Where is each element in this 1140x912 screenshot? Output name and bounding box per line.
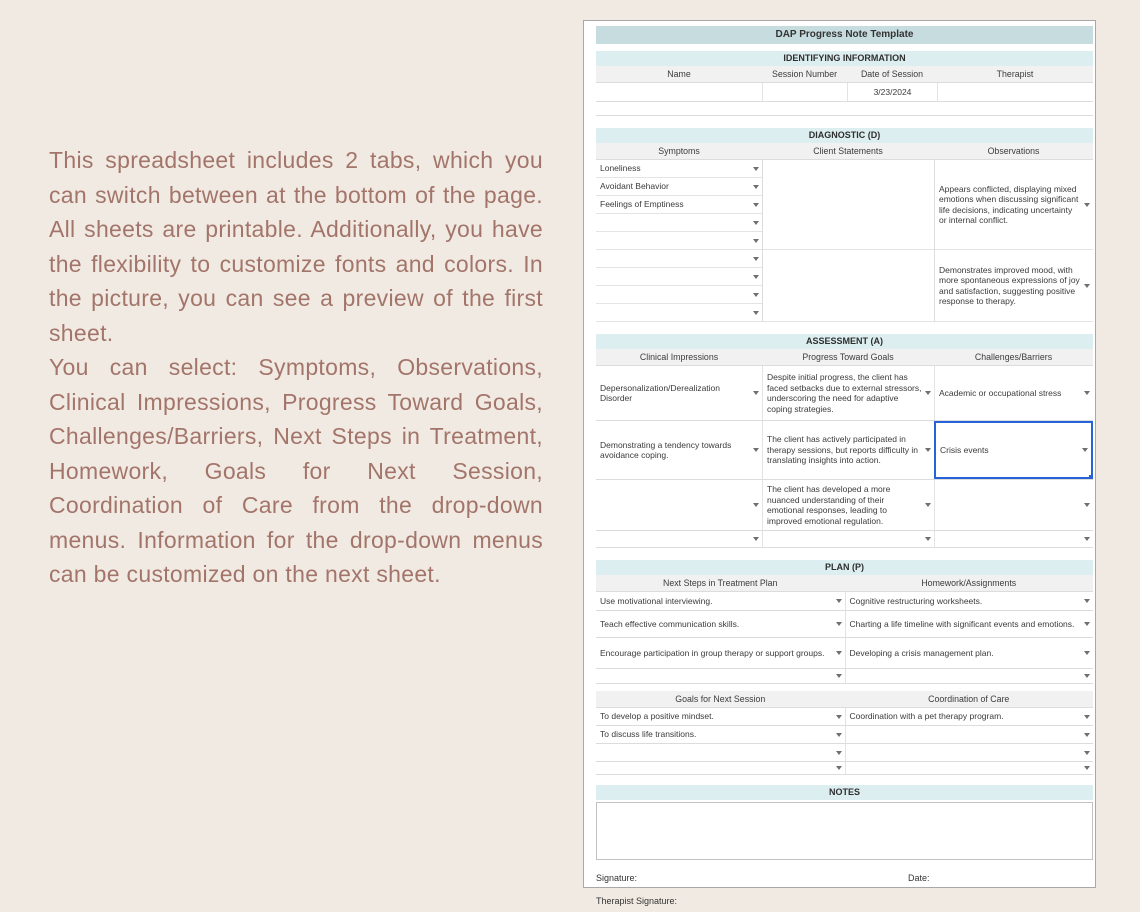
dropdown-arrow-icon[interactable]	[753, 185, 759, 189]
dropdown-arrow-icon[interactable]	[753, 448, 759, 452]
date-label: Date:	[908, 873, 930, 883]
dropdown-arrow-icon[interactable]	[836, 651, 842, 655]
dropdown-arrow-icon[interactable]	[1084, 751, 1090, 755]
dropdown-arrow-icon[interactable]	[925, 503, 931, 507]
assessment-row	[596, 531, 1093, 548]
coordination-cell[interactable]	[845, 744, 1094, 761]
col-header-next-steps: Next Steps in Treatment Plan	[663, 578, 778, 588]
dropdown-arrow-icon[interactable]	[1084, 733, 1090, 737]
dropdown-arrow-icon[interactable]	[1084, 766, 1090, 770]
next-step-cell[interactable]	[596, 669, 845, 683]
sheet-title: DAP Progress Note Template	[596, 26, 1093, 44]
diagnostic-column-headers	[596, 143, 1093, 160]
symptom-cell[interactable]	[596, 214, 762, 232]
coordination-cell[interactable]: Coordination with a pet therapy program.	[845, 708, 1094, 725]
dropdown-arrow-icon[interactable]	[836, 733, 842, 737]
plan-row	[596, 744, 1093, 762]
dropdown-arrow-icon[interactable]	[753, 275, 759, 279]
dropdown-arrow-icon[interactable]	[1084, 674, 1090, 678]
symptom-cell[interactable]	[596, 268, 762, 286]
description-paragraph-1: This spreadsheet includes 2 tabs, which you can switch between at the bottom of the page. All sheets are printable. Additionally, you have the flexibility to customize fonts and colors. In the picture, you can see a preview of the first sheet.	[49, 147, 543, 346]
dropdown-arrow-icon[interactable]	[753, 257, 759, 261]
progress-cell[interactable]: The client has developed a more nuanced understanding of their emotional responses, leading to improved emotional regulation.	[762, 480, 934, 530]
client-statement-cell[interactable]	[763, 250, 934, 322]
dropdown-arrow-icon[interactable]	[753, 293, 759, 297]
client-statement-cell[interactable]	[763, 160, 934, 250]
dropdown-arrow-icon[interactable]	[1084, 203, 1090, 207]
challenges-cell[interactable]: Academic or occupational stress	[934, 366, 1093, 420]
therapist-cell[interactable]	[937, 83, 1093, 101]
dropdown-arrow-icon[interactable]	[925, 537, 931, 541]
symptom-cell[interactable]: Avoidant Behavior	[596, 178, 762, 196]
dropdown-arrow-icon[interactable]	[1084, 651, 1090, 655]
dropdown-arrow-icon[interactable]	[753, 503, 759, 507]
progress-cell[interactable]	[762, 531, 934, 547]
homework-cell[interactable]: Charting a life timeline with significant events and emotions.	[845, 611, 1094, 637]
diagnostic-body	[596, 160, 1093, 322]
next-step-cell[interactable]: Encourage participation in group therapy or support groups.	[596, 638, 845, 668]
dropdown-arrow-icon[interactable]	[925, 448, 931, 452]
dropdown-arrow-icon[interactable]	[836, 599, 842, 603]
col-header-symptoms: Symptoms	[658, 146, 700, 156]
signature-row	[596, 870, 1093, 886]
dropdown-arrow-icon[interactable]	[836, 715, 842, 719]
plan-row	[596, 708, 1093, 726]
plan-column-headers-bottom	[596, 691, 1093, 708]
col-header-progress-toward-goals: Progress Toward Goals	[802, 352, 894, 362]
dropdown-arrow-icon[interactable]	[836, 766, 842, 770]
symptom-cell[interactable]	[596, 232, 762, 250]
dropdown-arrow-icon[interactable]	[1084, 715, 1090, 719]
dropdown-arrow-icon[interactable]	[1084, 503, 1090, 507]
diagnostic-section-header: DIAGNOSTIC (D)	[596, 128, 1093, 143]
col-header-coordination-of-care: Coordination of Care	[928, 694, 1010, 704]
col-header-date-of-session: Date of Session	[860, 69, 924, 79]
goal-cell[interactable]	[596, 762, 845, 774]
selection-handle[interactable]	[1088, 474, 1093, 479]
col-header-clinical-impressions: Clinical Impressions	[639, 352, 719, 362]
notes-section-header: NOTES	[596, 785, 1093, 800]
col-header-observations: Observations	[987, 146, 1040, 156]
plan-row	[596, 638, 1093, 669]
col-header-name: Name	[667, 69, 691, 79]
observations-column	[934, 160, 1093, 322]
progress-cell[interactable]: Despite initial progress, the client has faced setbacks due to external stressors, underscoring the need for adaptive coping strategies.	[762, 366, 934, 420]
col-header-challenges-barriers: Challenges/Barriers	[974, 352, 1053, 362]
challenges-cell[interactable]	[934, 480, 1093, 530]
goal-cell[interactable]	[596, 744, 845, 761]
progress-cell[interactable]: The client has actively participated in therapy sessions, but reports difficulty in translating insights into action.	[762, 421, 934, 479]
symptom-cell[interactable]	[596, 250, 762, 268]
homework-cell[interactable]	[845, 669, 1094, 683]
dropdown-arrow-icon[interactable]	[1084, 284, 1090, 288]
assessment-row	[596, 421, 1093, 480]
name-cell[interactable]	[596, 83, 762, 101]
dropdown-arrow-icon[interactable]	[753, 167, 759, 171]
next-step-cell[interactable]: Use motivational interviewing.	[596, 592, 845, 610]
plan-row	[596, 726, 1093, 744]
symptom-cell[interactable]: Feelings of Emptiness	[596, 196, 762, 214]
next-step-cell[interactable]: Teach effective communication skills.	[596, 611, 845, 637]
challenges-cell-selected[interactable]: Crisis events	[934, 421, 1093, 479]
dropdown-arrow-icon[interactable]	[1084, 391, 1090, 395]
symptom-cell[interactable]	[596, 304, 762, 322]
dropdown-arrow-icon[interactable]	[836, 674, 842, 678]
therapist-signature-label: Therapist Signature:	[596, 896, 678, 906]
dropdown-arrow-icon[interactable]	[836, 751, 842, 755]
dropdown-arrow-icon[interactable]	[753, 221, 759, 225]
assessment-row	[596, 366, 1093, 421]
goal-cell[interactable]: To discuss life transitions.	[596, 726, 845, 743]
client-statements-column	[762, 160, 934, 322]
col-header-therapist: Therapist	[996, 69, 1034, 79]
plan-row	[596, 592, 1093, 611]
challenges-cell[interactable]	[934, 531, 1093, 547]
homework-cell[interactable]: Cognitive restructuring worksheets.	[845, 592, 1094, 610]
col-header-goals-next-session: Goals for Next Session	[675, 694, 766, 704]
plan-section-header: PLAN (P)	[596, 560, 1093, 575]
dropdown-arrow-icon[interactable]	[836, 622, 842, 626]
dropdown-arrow-icon[interactable]	[1084, 622, 1090, 626]
coordination-cell[interactable]	[845, 762, 1094, 774]
therapist-signature-row	[596, 893, 1093, 909]
identifying-empty-row[interactable]	[596, 102, 1093, 116]
clinical-impression-cell[interactable]	[596, 480, 762, 530]
dropdown-arrow-icon[interactable]	[753, 203, 759, 207]
dropdown-arrow-icon[interactable]	[1082, 448, 1088, 452]
assessment-section-header: ASSESSMENT (A)	[596, 334, 1093, 349]
symptom-cell[interactable]	[596, 286, 762, 304]
description-text	[49, 143, 543, 592]
assessment-row	[596, 480, 1093, 531]
plan-row	[596, 669, 1093, 684]
col-header-session-number: Session Number	[771, 69, 838, 79]
goal-cell[interactable]: To develop a positive mindset.	[596, 708, 845, 725]
spreadsheet-panel	[583, 20, 1096, 906]
coordination-cell[interactable]	[845, 726, 1094, 743]
date-of-session-cell[interactable]: 3/23/2024	[847, 83, 937, 101]
plan-column-headers-top	[596, 575, 1093, 592]
symptom-cell[interactable]: Loneliness	[596, 160, 762, 178]
signature-label: Signature:	[596, 873, 638, 883]
plan-row	[596, 762, 1093, 775]
clinical-impression-cell[interactable]	[596, 531, 762, 547]
session-number-cell[interactable]	[762, 83, 847, 101]
notes-input-area[interactable]	[596, 802, 1093, 860]
symptoms-column	[596, 160, 762, 322]
homework-cell[interactable]: Developing a crisis management plan.	[845, 638, 1094, 668]
identifying-section-header: IDENTIFYING INFORMATION	[596, 51, 1093, 66]
clinical-impression-cell[interactable]: Demonstrating a tendency towards avoidance coping.	[596, 421, 762, 479]
observation-cell[interactable]: Demonstrates improved mood, with more spontaneous expressions of joy and satisfaction, suggesting positive response to therapy.	[935, 250, 1093, 322]
dropdown-arrow-icon[interactable]	[753, 239, 759, 243]
description-paragraph-2: You can select: Symptoms, Observations, Clinical Impressions, Progress Toward Goals, Challenges/Barriers, Next Steps in Treatment, Homework, Goals for Next Session, Coordination of Care from the drop-down menus. Information for the drop-down menus can be customized on the next sheet.	[49, 354, 543, 587]
assessment-column-headers	[596, 349, 1093, 366]
dropdown-arrow-icon[interactable]	[753, 391, 759, 395]
observation-cell[interactable]: Appears conflicted, displaying mixed emotions when discussing significant life decisions, indicating uncertainty or internal conflict.	[935, 160, 1093, 250]
dropdown-arrow-icon[interactable]	[753, 311, 759, 315]
identifying-column-headers	[596, 66, 1093, 83]
dropdown-arrow-icon[interactable]	[1084, 537, 1090, 541]
clinical-impression-cell[interactable]: Depersonalization/Derealization Disorder	[596, 366, 762, 420]
col-header-client-statements: Client Statements	[813, 146, 883, 156]
col-header-homework: Homework/Assignments	[921, 578, 1017, 588]
plan-row	[596, 611, 1093, 638]
dropdown-arrow-icon[interactable]	[753, 537, 759, 541]
dropdown-arrow-icon[interactable]	[925, 391, 931, 395]
dropdown-arrow-icon[interactable]	[1084, 599, 1090, 603]
identifying-value-row	[596, 83, 1093, 102]
